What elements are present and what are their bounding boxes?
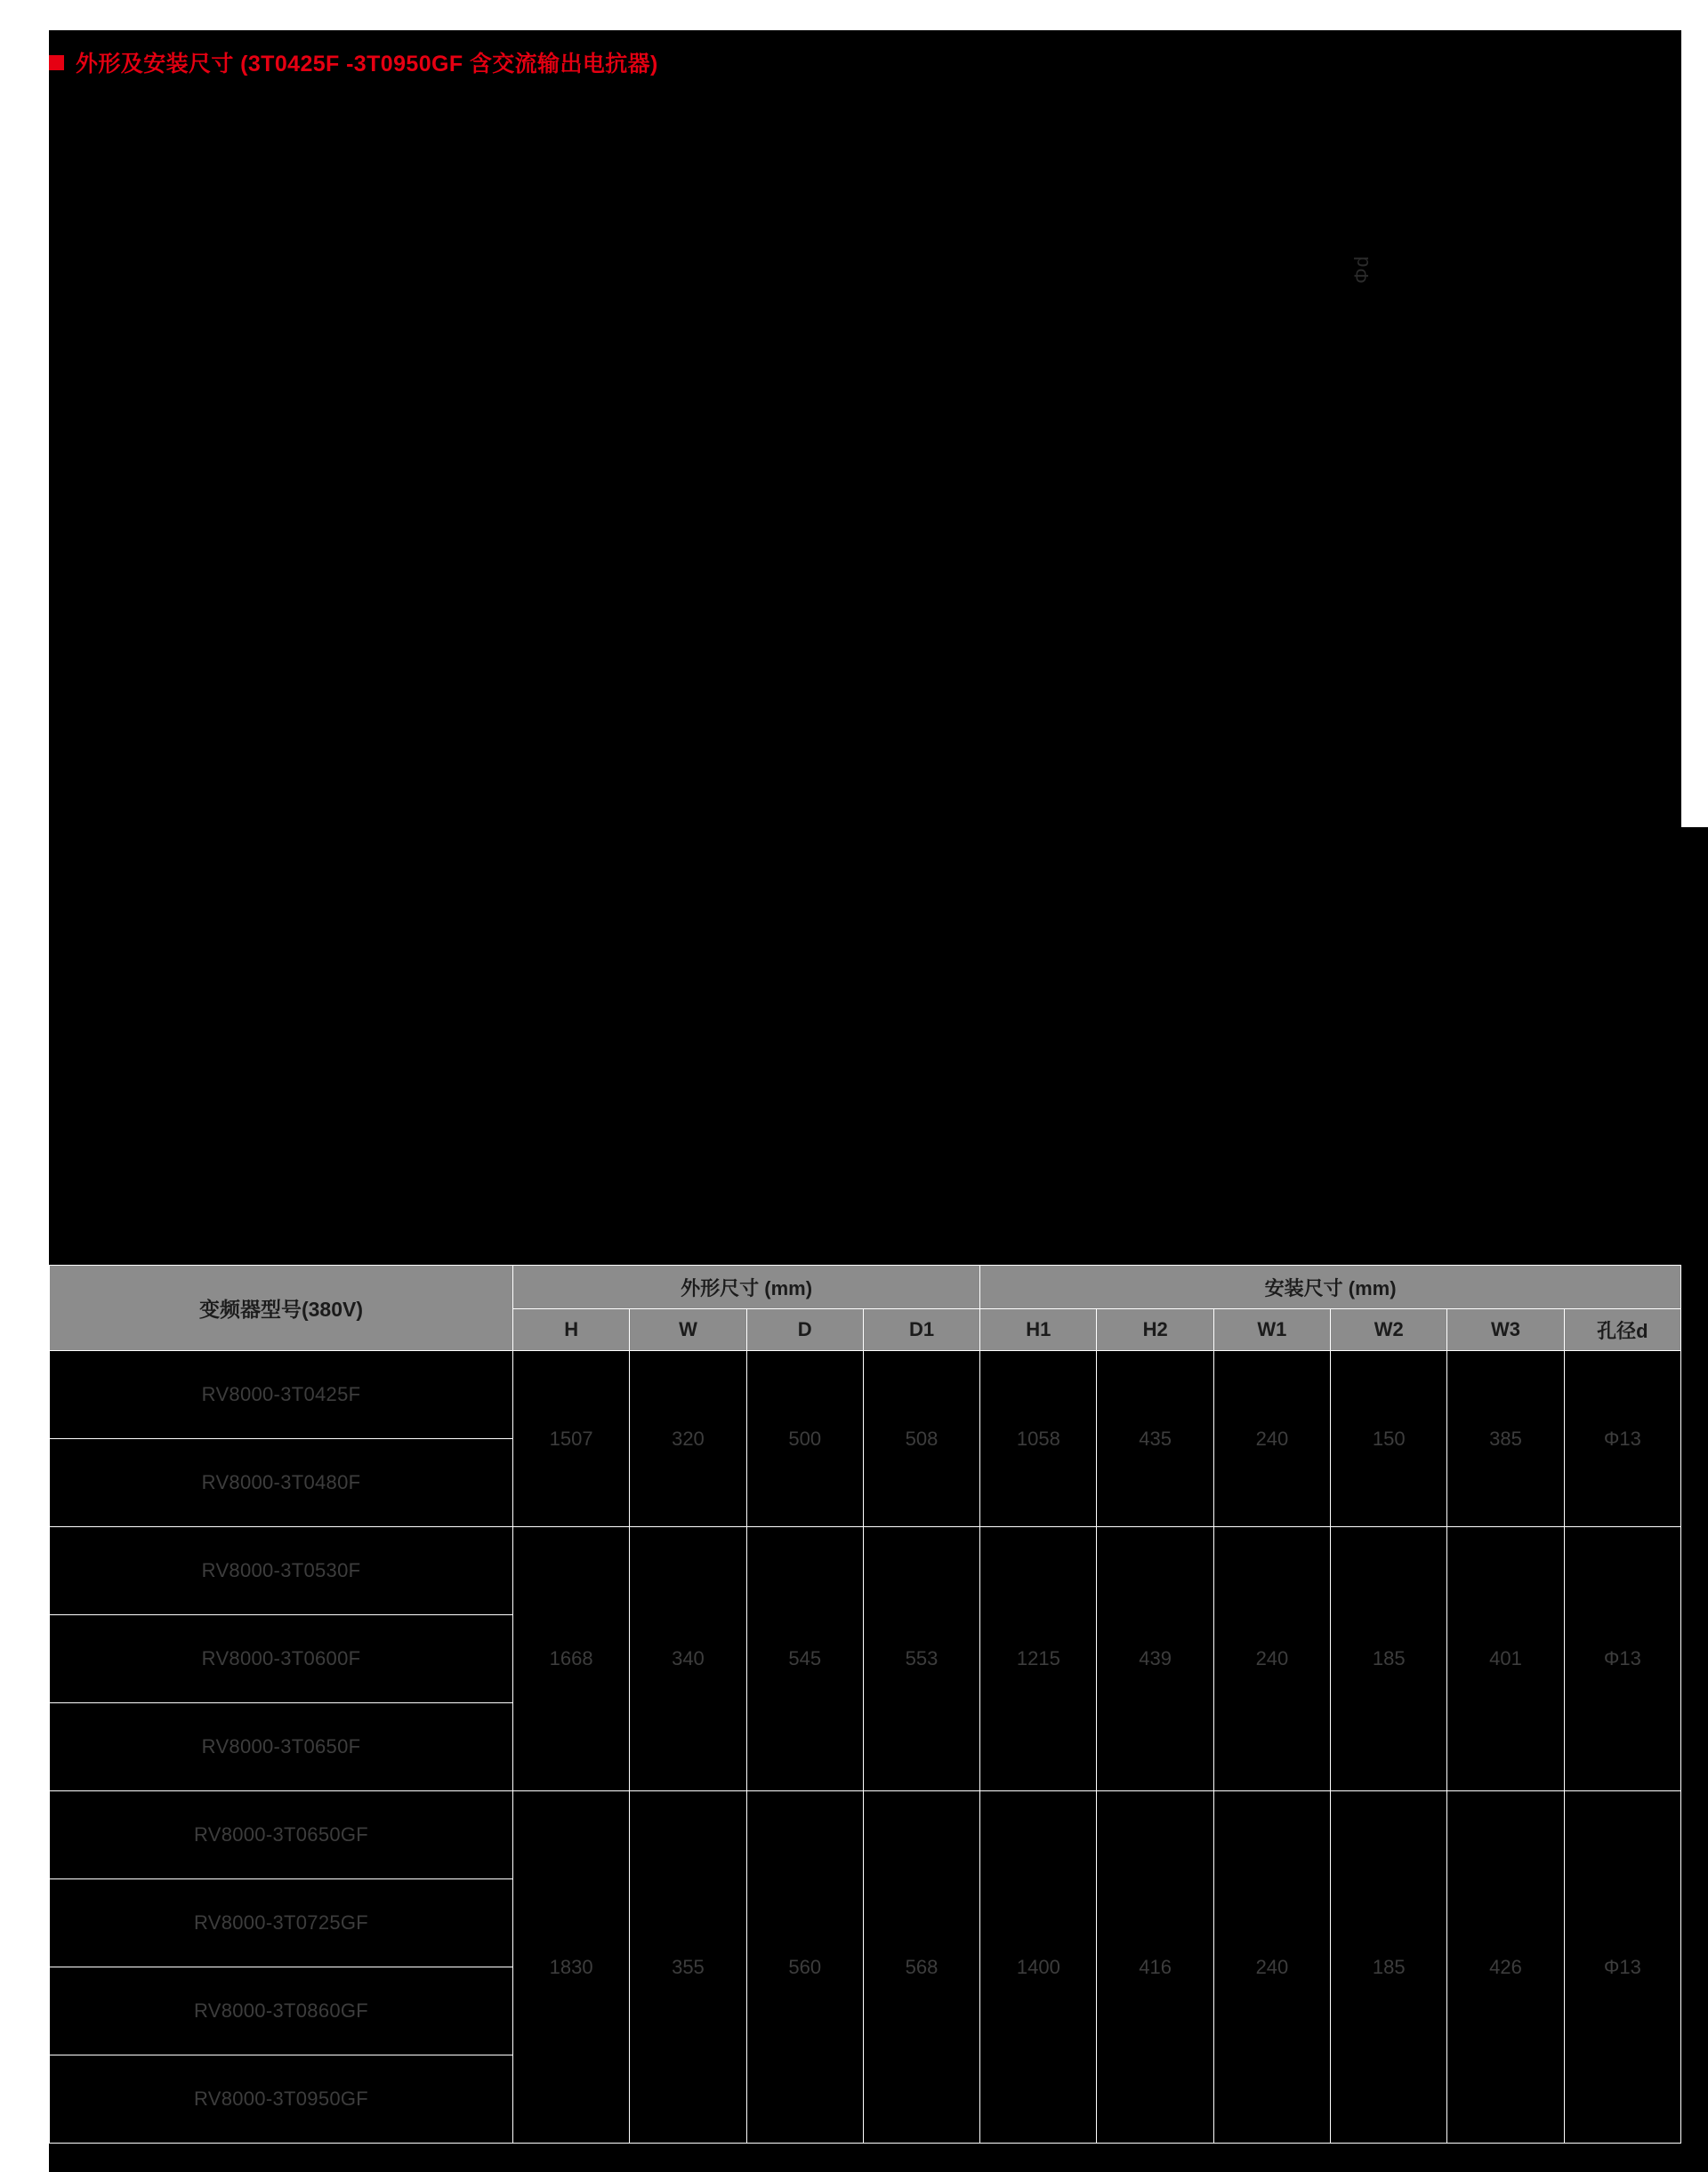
table-row bbox=[50, 1527, 1681, 1615]
cell-h2: 435 bbox=[1097, 1351, 1213, 1527]
cell-model: RV8000-3T0725GF bbox=[50, 1879, 513, 1967]
column-header-hole: 孔径d bbox=[1564, 1309, 1680, 1351]
column-header-w2: W2 bbox=[1331, 1309, 1447, 1351]
cell-d1: 508 bbox=[863, 1351, 979, 1527]
cell-w3: 385 bbox=[1447, 1351, 1564, 1527]
column-header-model: 变频器型号(380V) bbox=[50, 1266, 513, 1351]
cell-d1: 568 bbox=[863, 1791, 979, 2144]
cell-w1: 240 bbox=[1213, 1527, 1330, 1791]
section-heading bbox=[49, 46, 658, 78]
table-row bbox=[50, 1351, 1681, 1439]
cell-h: 1507 bbox=[513, 1351, 630, 1527]
cell-model: RV8000-3T0650GF bbox=[50, 1791, 513, 1879]
cell-w3: 401 bbox=[1447, 1527, 1564, 1791]
cell-model: RV8000-3T0600F bbox=[50, 1615, 513, 1703]
cell-d1: 553 bbox=[863, 1527, 979, 1791]
cell-model: RV8000-3T0480F bbox=[50, 1439, 513, 1527]
page-margin-left bbox=[0, 0, 49, 2172]
page-margin-top bbox=[0, 0, 1708, 30]
cell-w2: 150 bbox=[1331, 1351, 1447, 1527]
table-header-row-1 bbox=[50, 1266, 1681, 1309]
cell-h1: 1400 bbox=[980, 1791, 1097, 2144]
page-title: 外形及安装尺寸 (3T0425F -3T0950GF 含交流输出电抗器) bbox=[76, 52, 658, 76]
dimension-table bbox=[49, 1265, 1681, 2144]
cell-model: RV8000-3T0860GF bbox=[50, 1967, 513, 2055]
cell-model: RV8000-3T0950GF bbox=[50, 2055, 513, 2144]
cell-d: 545 bbox=[746, 1527, 863, 1791]
cell-hole: Φ13 bbox=[1564, 1791, 1680, 2144]
column-header-h: H bbox=[513, 1309, 630, 1351]
column-header-h2: H2 bbox=[1097, 1309, 1213, 1351]
cell-h: 1668 bbox=[513, 1527, 630, 1791]
column-header-h1: H1 bbox=[980, 1309, 1097, 1351]
column-header-d: D bbox=[746, 1309, 863, 1351]
cell-w2: 185 bbox=[1331, 1791, 1447, 2144]
cell-model: RV8000-3T0425F bbox=[50, 1351, 513, 1439]
cell-h2: 439 bbox=[1097, 1527, 1213, 1791]
cell-w1: 240 bbox=[1213, 1351, 1330, 1527]
column-header-d1: D1 bbox=[863, 1309, 979, 1351]
cell-h1: 1058 bbox=[980, 1351, 1097, 1527]
cell-w: 355 bbox=[630, 1791, 746, 2144]
table-header bbox=[50, 1266, 1681, 1351]
column-header-w1: W1 bbox=[1213, 1309, 1330, 1351]
cell-w2: 185 bbox=[1331, 1527, 1447, 1791]
table-body bbox=[50, 1351, 1681, 2144]
cell-w1: 240 bbox=[1213, 1791, 1330, 2144]
cell-w3: 426 bbox=[1447, 1791, 1564, 2144]
cell-h2: 416 bbox=[1097, 1791, 1213, 2144]
column-header-w3: W3 bbox=[1447, 1309, 1564, 1351]
column-group-mounting-dimensions: 安装尺寸 (mm) bbox=[980, 1266, 1681, 1309]
column-header-w: W bbox=[630, 1309, 746, 1351]
cell-h1: 1215 bbox=[980, 1527, 1097, 1791]
table-row bbox=[50, 1791, 1681, 1879]
cell-w: 340 bbox=[630, 1527, 746, 1791]
cell-d: 500 bbox=[746, 1351, 863, 1527]
dimension-drawing bbox=[49, 76, 1681, 1267]
column-group-outer-dimensions: 外形尺寸 (mm) bbox=[513, 1266, 980, 1309]
cell-model: RV8000-3T0530F bbox=[50, 1527, 513, 1615]
cell-hole: Φ13 bbox=[1564, 1527, 1680, 1791]
cell-h: 1830 bbox=[513, 1791, 630, 2144]
page-margin-right bbox=[1681, 0, 1708, 827]
cell-d: 560 bbox=[746, 1791, 863, 2144]
cell-hole: Φ13 bbox=[1564, 1351, 1680, 1527]
hole-diameter-label: Φd bbox=[1349, 255, 1373, 284]
cell-model: RV8000-3T0650F bbox=[50, 1703, 513, 1791]
heading-marker-icon bbox=[49, 55, 64, 70]
cell-w: 320 bbox=[630, 1351, 746, 1527]
